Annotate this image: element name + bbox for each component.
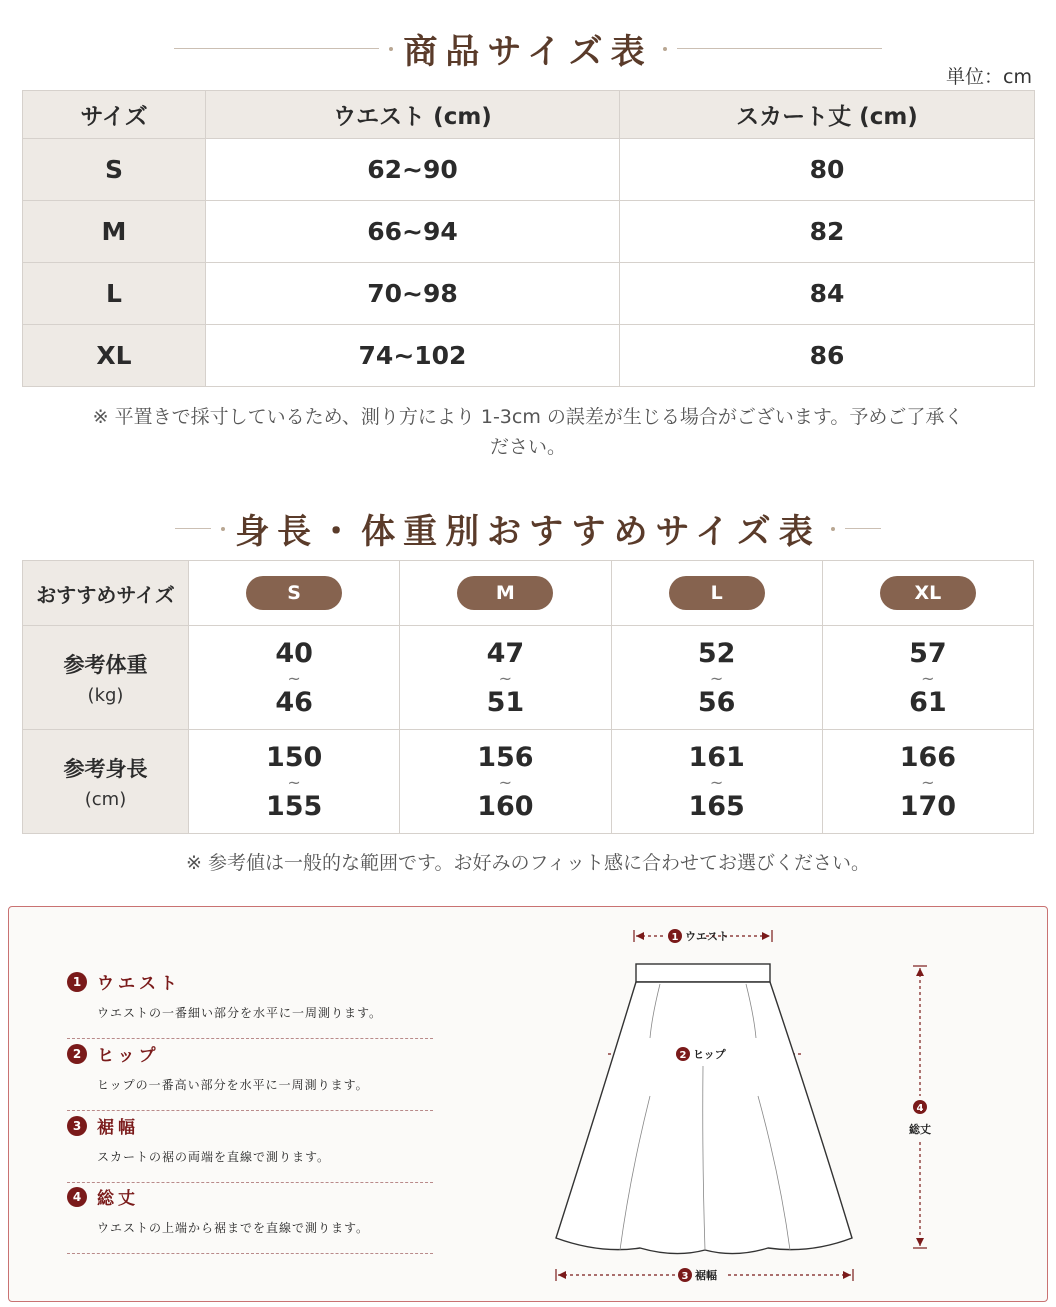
weight-cell <box>189 626 400 730</box>
number-badge-icon: 2 <box>67 1044 87 1064</box>
unit-note: 単位：cm <box>946 66 1032 88</box>
waist-cell: 74~102 <box>206 325 620 387</box>
arrow-head-icon <box>558 1271 566 1279</box>
guide-item-title: 総丈 <box>97 1189 139 1209</box>
guide-item-desc: ヒップの一番高い部分を水平に一周測ります。 <box>97 1078 369 1092</box>
length-diagram-label: 総丈 <box>909 1123 931 1136</box>
badge-number: 2 <box>679 1050 687 1061</box>
guide-item-waist <box>67 969 433 1039</box>
height-row-label <box>23 730 189 834</box>
table-row <box>23 139 1035 201</box>
height-cell <box>189 730 400 834</box>
size-pill-s: S <box>246 576 342 610</box>
height-label: 参考身長 <box>63 757 148 781</box>
arrow-head-icon <box>916 968 924 976</box>
range-max: 170 <box>899 790 957 822</box>
size-pill-cell <box>611 561 822 626</box>
arrow-head-icon <box>762 932 770 940</box>
header-size: サイズ <box>23 91 206 139</box>
title-dot-left <box>389 47 393 51</box>
table-row <box>23 263 1035 325</box>
range-max: 165 <box>688 790 745 822</box>
waist-cell: 70~98 <box>206 263 620 325</box>
size-cell: M <box>23 201 206 263</box>
waist-cell: 62~90 <box>206 139 620 201</box>
height-cell <box>611 730 822 834</box>
guide-item-desc: ウエストの上端から裾までを直線で測ります。 <box>97 1221 370 1235</box>
table-row <box>23 201 1035 263</box>
badge-number: 4 <box>916 1103 924 1114</box>
weight-cell <box>611 626 822 730</box>
weight-cell <box>822 626 1033 730</box>
recommend-chart-title: 身長・体重別おすすめサイズ表 <box>235 512 821 552</box>
number-badge-icon: 3 <box>67 1116 87 1136</box>
range-min: 52 <box>697 637 736 669</box>
range-max: 56 <box>697 686 736 718</box>
range-min: 166 <box>899 741 957 773</box>
arrow-head-icon <box>843 1271 851 1279</box>
weight-unit: (kg) <box>87 685 124 706</box>
recommend-chart-header <box>0 504 1056 553</box>
range-tilde: ~ <box>709 668 724 688</box>
range-min: 40 <box>275 637 313 669</box>
badge-number: 1 <box>671 932 679 943</box>
skirt-waistband <box>636 964 770 982</box>
length-cell: 80 <box>620 139 1035 201</box>
range-min: 47 <box>486 637 525 669</box>
size-pill-cell <box>400 561 611 626</box>
range-min: 57 <box>909 637 947 669</box>
recommend-note: ※ 参考値は一般的な範囲です。お好みのフィット感に合わせてお選びください。 <box>186 852 870 874</box>
size-chart-header <box>0 24 1056 73</box>
skirt-diagram <box>540 916 960 1296</box>
range-tilde: ~ <box>498 772 513 792</box>
range-min: 156 <box>477 741 534 773</box>
header-skirt-length: スカート丈 (cm) <box>620 91 1035 139</box>
recommend-size-label: おすすめサイズ <box>23 561 189 626</box>
hem-diagram-label: 裾幅 <box>695 1269 717 1282</box>
guide-item-total-length <box>67 1184 433 1254</box>
size-note <box>40 402 1016 462</box>
recommend-table <box>22 560 1034 834</box>
weight-label: 参考体重 <box>63 653 148 677</box>
number-badge-icon: 4 <box>67 1187 87 1207</box>
range-tilde: ~ <box>287 772 301 792</box>
size-table <box>22 90 1035 387</box>
title-rule-left <box>175 528 211 529</box>
title-rule-left <box>174 48 379 49</box>
size-note-line1: ※ 平置きで採寸しているため、測り方により 1-3cm の誤差が生じる場合がございます。予めご了承く <box>92 406 964 428</box>
arrow-head-icon <box>636 932 644 940</box>
range-min: 161 <box>688 741 745 773</box>
title-rule-right <box>845 528 881 529</box>
size-cell: XL <box>23 325 206 387</box>
height-cell <box>822 730 1033 834</box>
range-tilde: ~ <box>287 668 301 688</box>
height-cell <box>400 730 611 834</box>
title-dot-right <box>831 527 835 531</box>
waist-cell: 66~94 <box>206 201 620 263</box>
guide-item-title: ヒップ <box>97 1046 160 1066</box>
height-unit: (cm) <box>84 789 127 810</box>
title-dot-right <box>663 47 667 51</box>
number-badge-icon: 1 <box>67 972 87 992</box>
weight-row-label <box>23 626 189 730</box>
recommend-header-row <box>23 561 1034 626</box>
length-cell: 82 <box>620 201 1035 263</box>
header-waist: ウエスト (cm) <box>206 91 620 139</box>
title-rule-right <box>677 48 882 49</box>
weight-cell <box>400 626 611 730</box>
size-cell: L <box>23 263 206 325</box>
length-cell: 86 <box>620 325 1035 387</box>
range-min: 150 <box>265 741 323 773</box>
height-row <box>23 730 1034 834</box>
range-tilde: ~ <box>498 668 513 688</box>
range-max: 155 <box>265 790 323 822</box>
range-tilde: ~ <box>709 772 724 792</box>
range-max: 160 <box>477 790 534 822</box>
size-table-header-row <box>23 91 1035 139</box>
size-pill-cell <box>822 561 1033 626</box>
size-pill-xl: XL <box>880 576 976 610</box>
size-note-line2: ださい。 <box>489 436 566 458</box>
range-tilde: ~ <box>921 772 935 792</box>
guide-item-desc: スカートの裾の両端を直線で測ります。 <box>97 1150 331 1164</box>
size-cell: S <box>23 139 206 201</box>
size-pill-cell <box>189 561 400 626</box>
guide-item-hem-width <box>67 1113 433 1183</box>
table-row <box>23 325 1035 387</box>
waist-diagram-label: ウエスト <box>685 930 729 943</box>
weight-row <box>23 626 1034 730</box>
length-cell: 84 <box>620 263 1035 325</box>
size-pill-m: M <box>457 576 553 610</box>
range-max: 61 <box>909 686 947 718</box>
range-max: 46 <box>275 686 313 718</box>
guide-item-title: 裾幅 <box>97 1118 139 1138</box>
arrow-head-icon <box>916 1238 924 1246</box>
range-max: 51 <box>486 686 525 718</box>
size-chart-title: 商品サイズ表 <box>403 32 653 72</box>
badge-number: 3 <box>681 1271 689 1282</box>
size-pill-l: L <box>669 576 765 610</box>
guide-item-desc: ウエストの一番細い部分を水平に一周測ります。 <box>97 1006 383 1020</box>
range-tilde: ~ <box>921 668 935 688</box>
guide-item-title: ウエスト <box>97 974 181 994</box>
guide-item-hip <box>67 1041 433 1111</box>
title-dot-left <box>221 527 225 531</box>
hip-diagram-label: ヒップ <box>693 1048 726 1061</box>
